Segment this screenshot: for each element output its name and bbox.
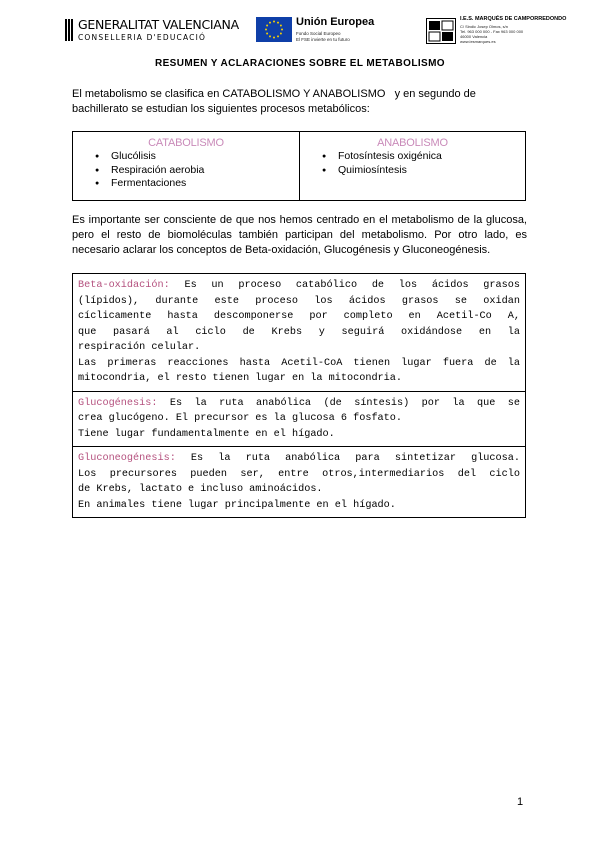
ies-line-1: C/ Sindic Josep Olmos, s/n bbox=[460, 24, 509, 29]
context-line-1: Es importante ser consciente de que nos hemos centrado en el metabolismo de la glucosa, bbox=[72, 214, 527, 226]
ies-line-2: Tel. 963 000 000 - Fax 963 000 000 bbox=[460, 29, 524, 34]
def-text: Es la ruta anabólica (de síntesis) por la que se bbox=[157, 397, 520, 409]
generalitat-shield-icon bbox=[64, 18, 74, 42]
beta-oxidacion-definition bbox=[73, 274, 525, 391]
eu-flag-icon bbox=[256, 17, 292, 42]
def-line: Tiene lugar fundamentalmente en el hígado. bbox=[78, 428, 335, 440]
catabolismo-list bbox=[73, 150, 299, 191]
anabolismo-column bbox=[299, 132, 525, 200]
def-text: Es un proceso catabólico de los ácidos grasos bbox=[169, 280, 520, 291]
ies-logo bbox=[426, 16, 567, 48]
list-item: ● Glucólisis bbox=[95, 150, 299, 164]
gluconeogenesis-definition bbox=[73, 446, 525, 517]
ies-title: I.E.S. MARQUÉS DE CAMPORREDONDO bbox=[460, 16, 567, 22]
intro-paragraph bbox=[72, 87, 527, 117]
intro-line-2: bachillerato se estudian los siguientes procesos metabólicos: bbox=[72, 103, 370, 115]
def-line: (lípidos), durante este proceso los ácidos grasos se oxidan bbox=[78, 295, 520, 307]
def-text: Es la ruta anabólica para sintetizar glucosa. bbox=[175, 453, 520, 464]
context-line-3: necesario aclarar los conceptos de Beta-oxidación, Glucogénesis y Gluconeogénesis. bbox=[72, 244, 491, 256]
generalitat-name: GENERALITAT VALENCIANA bbox=[78, 17, 239, 32]
glucogenesis-definition bbox=[73, 391, 525, 447]
intro-line-1: El metabolismo se clasifica en CATABOLISMO Y ANABOLISMO y en segundo de bbox=[72, 88, 476, 100]
def-line: crea glucógeno. El precursor es la glucosa 6 fosfato. bbox=[78, 413, 403, 424]
list-item: ● Respiración aerobia bbox=[95, 164, 299, 178]
def-line: de Krebs, lactato e incluso aminoácidos. bbox=[78, 484, 323, 495]
def-line: En animales tiene lugar principalmente en el hígado. bbox=[78, 499, 396, 511]
def-line bbox=[78, 396, 520, 412]
anabolismo-list bbox=[300, 150, 525, 177]
ue-line-2: El FSE invierte en tu futuro bbox=[296, 37, 350, 42]
gluconeogenesis-term: Gluconeogénesis: bbox=[78, 453, 176, 464]
def-line bbox=[78, 451, 520, 467]
def-line: cíclicamente hasta descomponerse por completo en Acetil-Co A, bbox=[78, 311, 520, 322]
union-europea-logo bbox=[256, 16, 386, 44]
def-line bbox=[78, 278, 520, 294]
glucogenesis-term: Glucogénesis: bbox=[78, 397, 158, 409]
list-item: ● Fermentaciones bbox=[95, 177, 299, 191]
context-paragraph bbox=[72, 213, 527, 258]
list-item: ● Fotosíntesis oxigénica bbox=[322, 150, 525, 164]
anabolismo-heading: ANABOLISMO bbox=[377, 137, 448, 149]
ies-line-3: 46000 Valencia bbox=[460, 34, 488, 39]
def-line: Las primeras reacciones hasta Acetil-CoA tienen lugar fuera de la bbox=[78, 357, 520, 369]
def-line: respiración celular. bbox=[78, 342, 201, 353]
page-number: 1 bbox=[517, 796, 524, 808]
ies-line-4: www.iesmarques.es bbox=[460, 39, 496, 44]
definitions-box bbox=[72, 273, 526, 518]
beta-oxidacion-term: Beta-oxidación: bbox=[78, 280, 170, 291]
list-item: ● Quimiosíntesis bbox=[322, 164, 525, 178]
ue-line-1: Fondo Social Europeo bbox=[296, 31, 341, 36]
ies-emblem-icon bbox=[426, 18, 456, 44]
context-line-2: pero el resto de biomoléculas también participan del metabolismo. Por otro lado, es bbox=[72, 229, 527, 241]
document-title: RESUMEN Y ACLARACIONES SOBRE EL METABOLISMO bbox=[154, 58, 445, 69]
def-line: que pasará al ciclo de Krebs y seguirá oxidándose en la bbox=[78, 326, 520, 338]
conselleria-name: CONSELLERIA D'EDUCACIÓ bbox=[78, 33, 207, 42]
def-line: Los precursores pueden ser, entre otros,intermediarios del ciclo bbox=[78, 468, 520, 480]
catabolismo-column bbox=[73, 132, 299, 200]
generalitat-logo bbox=[64, 16, 239, 46]
catabolismo-heading: CATABOLISMO bbox=[148, 137, 224, 149]
def-line: mitocondria, el resto tienen lugar en la mitocondria. bbox=[78, 373, 403, 384]
metabolism-table bbox=[72, 131, 526, 201]
union-europea-title: Unión Europea bbox=[296, 16, 375, 28]
